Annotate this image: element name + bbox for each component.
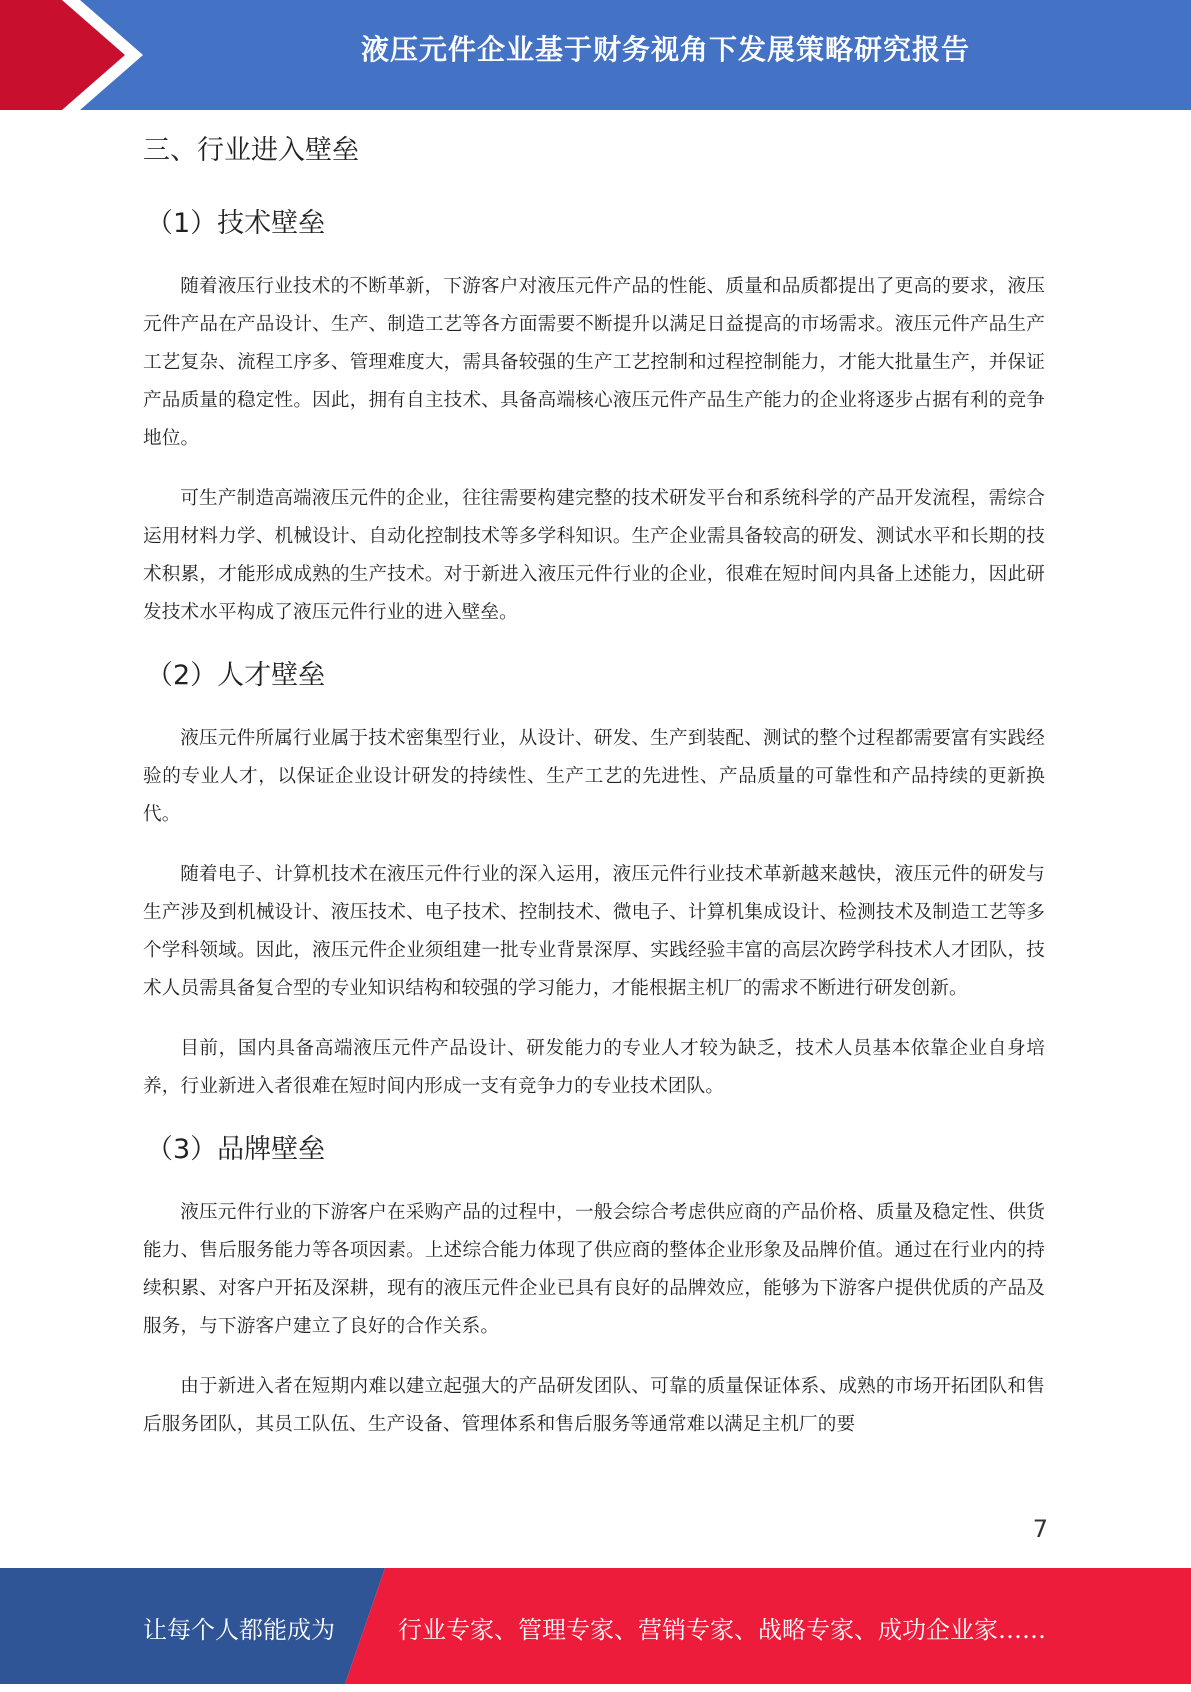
header-title: 液压元件企业基于财务视角下发展策略研究报告 [360, 33, 970, 66]
page-number: 7 [1032, 1515, 1048, 1543]
main-content [143, 128, 1045, 1466]
paragraph: 随着液压行业技术的不断革新，下游客户对液压元件产品的性能、质量和品质都提出了更高的要求，液压元件产品在产品设计、生产、制造工艺等各方面需要不断提升以满足日益提高的市场需求。液压元件产品生产工艺复杂、流程工序多、管理难度大，需具备较强的生产工艺控制和过程控制能力，才能大批量生产，并保证产品质量的稳定性。因此，拥有自主技术、具备高端核心液压元件产品生产能力的企业将逐步占据有利的竞争地位。 [143, 276, 1045, 449]
subsection-talent [143, 654, 1045, 1106]
page-header [0, 0, 1191, 110]
paragraph: 目前，国内具备高端液压元件产品设计、研发能力的专业人才较为缺乏，技术人员基本依靠企业自身培养，行业新进入者很难在短时间内形成一支有竞争力的专业技术团队。 [143, 1038, 1045, 1097]
subsection-heading: （2）人才壁垒 [146, 660, 326, 691]
footer-slogan-left: 让每个人都能成为 [143, 1616, 335, 1644]
subsection-technology [143, 202, 1045, 632]
subsection-heading: （3）品牌壁垒 [146, 1134, 326, 1165]
section-heading: 三、行业进入壁垒 [143, 135, 359, 166]
paragraph: 液压元件行业的下游客户在采购产品的过程中，一般会综合考虑供应商的产品价格、质量及稳定性、供货能力、售后服务能力等各项因素。上述综合能力体现了供应商的整体企业形象及品牌价值。通过在行业内的持续积累、对客户开拓及深耕，现有的液压元件企业已具有良好的品牌效应，能够为下游客户提供优质的产品及服务，与下游客户建立了良好的合作关系。 [143, 1202, 1045, 1337]
paragraph: 随着电子、计算机技术在液压元件行业的深入运用，液压元件行业技术革新越来越快，液压元件的研发与生产涉及到机械设计、液压技术、电子技术、控制技术、微电子、计算机集成设计、检测技术及制造工艺等多个学科领域。因此，液压元件企业须组建一批专业背景深厚、实践经验丰富的高层次跨学科技术人才团队，技术人员需具备复合型的专业知识结构和较强的学习能力，才能根据主机厂的需求不断进行研发创新。 [143, 864, 1045, 999]
subsection-heading: （1）技术壁垒 [146, 208, 326, 239]
header-chevron-decoration [0, 0, 150, 110]
paragraph: 由于新进入者在短期内难以建立起强大的产品研发团队、可靠的质量保证体系、成熟的市场开拓团队和售后服务团队，其员工队伍、生产设备、管理体系和售后服务等通常难以满足主机厂的要 [143, 1376, 1045, 1435]
paragraph: 液压元件所属行业属于技术密集型行业，从设计、研发、生产到装配、测试的整个过程都需要富有实践经验的专业人才，以保证企业设计研发的持续性、生产工艺的先进性、产品质量的可靠性和产品持续的更新换代。 [143, 728, 1045, 825]
footer-slogan-right: 行业专家、管理专家、营销专家、战略专家、成功企业家…… [398, 1616, 1046, 1644]
header-red-block [0, 0, 125, 110]
page-footer [0, 1568, 1191, 1684]
paragraph: 可生产制造高端液压元件的企业，往往需要构建完整的技术研发平台和系统科学的产品开发流程，需综合运用材料力学、机械设计、自动化控制技术等多学科知识。生产企业需具备较高的研发、测试水平和长期的技术积累，才能形成成熟的生产技术。对于新进入液压元件行业的企业，很难在短时间内具备上述能力，因此研发技术水平构成了液压元件行业的进入壁垒。 [143, 488, 1045, 623]
subsection-brand [143, 1128, 1045, 1444]
